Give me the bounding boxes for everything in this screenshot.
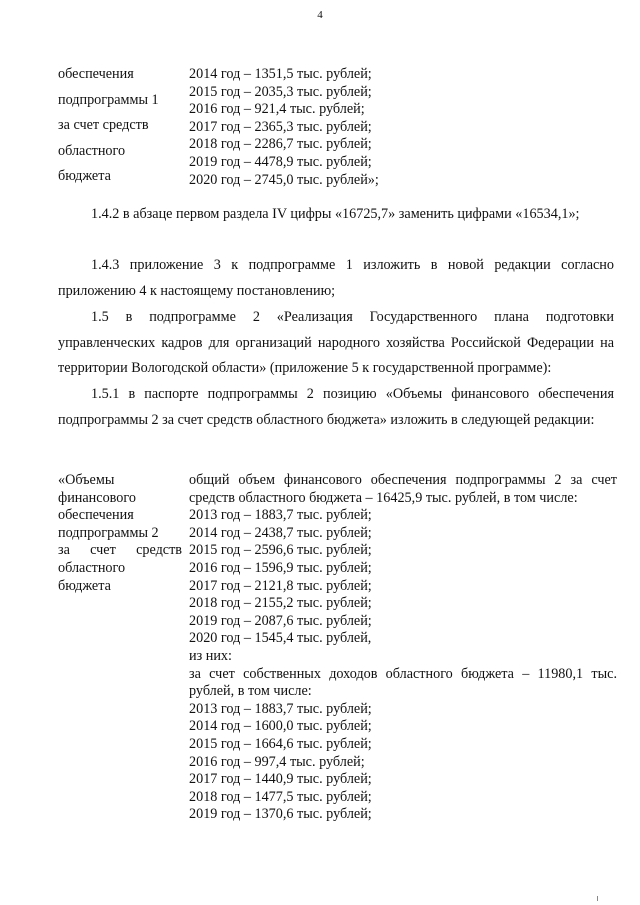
paragraph-1-4-3: 1.4.3 приложение 3 к подпрограмме 1 изложить в новой редакции согласно приложению 4 к настоящему постановлению; bbox=[58, 257, 614, 299]
table1-year-line: 2020 год – 2745,0 тыс. рублей»; bbox=[189, 171, 379, 188]
total-year-line: 2019 год – 2087,6 тыс. рублей; bbox=[189, 612, 372, 629]
table1-year-line: 2017 год – 2365,3 тыс. рублей; bbox=[189, 118, 372, 135]
own-year-line: 2013 год – 1883,7 тыс. рублей; bbox=[189, 700, 372, 717]
own-revenue-text: за счет собственных доходов областного бюджета – 11980,1 тыс. рублей, в том числе: bbox=[189, 665, 617, 700]
table2-label: подпрограммы 2 bbox=[58, 524, 159, 541]
total-year-line: 2016 год – 1596,9 тыс. рублей; bbox=[189, 559, 372, 576]
of-them-label: из них: bbox=[189, 647, 232, 664]
own-year-line: 2016 год – 997,4 тыс. рублей; bbox=[189, 753, 365, 770]
table1-year-line: 2014 год – 1351,5 тыс. рублей; bbox=[189, 66, 372, 82]
total-year-line: 2017 год – 2121,8 тыс. рублей; bbox=[189, 577, 372, 594]
table2-label: областного bbox=[58, 559, 126, 576]
table2-left-column bbox=[58, 472, 182, 595]
total-year-line: 2013 год – 1883,7 тыс. рублей; bbox=[189, 507, 372, 524]
table2-label-word: за bbox=[58, 542, 70, 559]
paragraph-1-5: 1.5 в подпрограмме 2 «Реализация Государственного плана подготовки управленческих кадров для организаций народного хозяйства Российской Федерации на территории Вологодской области» (приложение 5 к государственной программе): bbox=[58, 309, 614, 377]
scan-artifact-mark bbox=[597, 896, 598, 901]
table2-label-word: счет bbox=[90, 542, 116, 559]
table2-label-justified bbox=[58, 542, 182, 560]
table2-label: финансового bbox=[58, 489, 136, 506]
table1-year-line: 2015 год – 2035,3 тыс. рублей; bbox=[189, 83, 372, 100]
total-funding-text: общий объем финансового обеспечения подпрограммы 2 за счет средств областного бюджета – 16425,9 тыс. рублей, в том числе: bbox=[189, 472, 617, 506]
table1-right-column bbox=[189, 66, 589, 189]
table1-label: обеспечения bbox=[58, 66, 134, 82]
table2-label: «Объемы bbox=[58, 472, 115, 488]
own-year-line: 2019 год – 1370,6 тыс. рублей; bbox=[189, 806, 372, 823]
own-year-line: 2018 год – 1477,5 тыс. рублей; bbox=[189, 788, 372, 805]
page-number: 4 bbox=[317, 9, 323, 21]
table2-right-column bbox=[189, 472, 617, 824]
total-year-line: 2020 год – 1545,4 тыс. рублей, bbox=[189, 630, 372, 647]
table1-year-line: 2016 год – 921,4 тыс. рублей; bbox=[189, 101, 365, 118]
total-year-line: 2014 год – 2438,7 тыс. рублей; bbox=[189, 524, 372, 541]
table1-label: за счет средств bbox=[58, 117, 149, 134]
own-year-line: 2014 год – 1600,0 тыс. рублей; bbox=[189, 718, 372, 735]
paragraph-1-5-1: 1.5.1 в паспорте подпрограммы 2 позицию «Объемы финансового обеспечения подпрограммы 2 за счет средств областного бюджета» изложить в следующей редакции: bbox=[58, 386, 614, 428]
total-year-line: 2015 год – 2596,6 тыс. рублей; bbox=[189, 542, 372, 559]
table1-label: областного bbox=[58, 142, 126, 159]
table2-label: бюджета bbox=[58, 577, 111, 594]
table1-year-line: 2018 год – 2286,7 тыс. рублей; bbox=[189, 136, 372, 153]
table1-year-line: 2019 год – 4478,9 тыс. рублей; bbox=[189, 153, 372, 170]
own-year-line: 2017 год – 1440,9 тыс. рублей; bbox=[189, 771, 372, 788]
own-year-line: 2015 год – 1664,6 тыс. рублей; bbox=[189, 735, 372, 752]
table2-label-word: средств bbox=[136, 542, 182, 559]
table2-label: обеспечения bbox=[58, 507, 134, 524]
paragraph-1-4-2: 1.4.2 в абзаце первом раздела IV цифры «16725,7» заменить цифрами «16534,1»; bbox=[91, 206, 580, 222]
table1-left-column bbox=[58, 66, 178, 186]
table1-label: бюджета bbox=[58, 168, 111, 185]
total-year-line: 2018 год – 2155,2 тыс. рублей; bbox=[189, 595, 372, 612]
table1-label: подпрограммы 1 bbox=[58, 91, 159, 108]
